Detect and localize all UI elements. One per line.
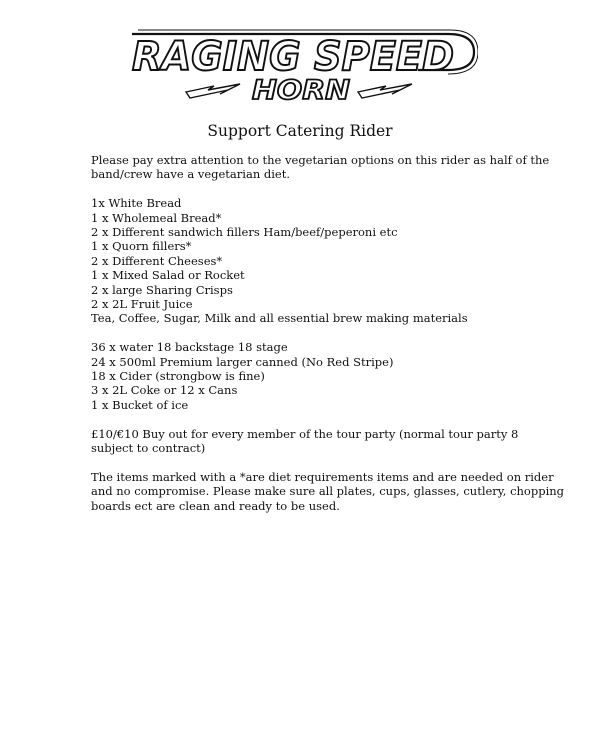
document-title: Support Catering Rider bbox=[207, 122, 393, 140]
lightning-bolt-left-icon bbox=[186, 84, 240, 98]
band-logo bbox=[118, 26, 478, 104]
intro-paragraph bbox=[91, 153, 550, 182]
lightning-bolt-right-icon bbox=[358, 84, 412, 98]
food-item: 2 x 2L Fruit Juice bbox=[91, 297, 193, 312]
buyout-line: subject to contract) bbox=[91, 441, 206, 456]
note-line: and no compromise. Please make sure all plates, cups, glasses, cutlery, chopping bbox=[91, 484, 565, 499]
drink-item: 36 x water 18 backstage 18 stage bbox=[91, 340, 288, 355]
food-item: 1x White Bread bbox=[91, 196, 182, 211]
drink-item: 18 x Cider (strongbow is fine) bbox=[91, 369, 265, 384]
drink-list bbox=[91, 340, 521, 412]
logo-line2: HORN bbox=[252, 75, 351, 104]
note-paragraph bbox=[91, 469, 565, 513]
food-item: Tea, Coffee, Sugar, Milk and all essential brew making materials bbox=[91, 311, 468, 326]
food-item: 1 x Wholemeal Bread* bbox=[91, 210, 222, 225]
buyout-line: £10/€10 Buy out for every member of the tour party (normal tour party 8 bbox=[91, 426, 519, 441]
note-line: boards ect are clean and ready to be used. bbox=[91, 498, 340, 513]
food-list bbox=[91, 196, 521, 326]
food-item: 1 x Quorn fillers* bbox=[91, 239, 192, 254]
band-logo-graphic bbox=[118, 26, 478, 104]
intro-line: Please pay extra attention to the vegetarian options on this rider as half of the bbox=[91, 153, 550, 167]
intro-line: band/crew have a vegetarian diet. bbox=[91, 167, 290, 182]
drink-item: 1 x Bucket of ice bbox=[91, 397, 189, 412]
logo-line1: RAGING SPEED bbox=[132, 34, 454, 80]
document-body bbox=[91, 153, 565, 527]
drink-item: 24 x 500ml Premium larger canned (No Red Stripe) bbox=[91, 354, 394, 369]
food-item: 2 x Different sandwich fillers Ham/beef/peperoni etc bbox=[91, 225, 398, 240]
buyout-paragraph bbox=[91, 427, 521, 456]
drink-item: 3 x 2L Coke or 12 x Cans bbox=[91, 383, 238, 398]
food-item: 1 x Mixed Salad or Rocket bbox=[91, 268, 245, 283]
food-item: 2 x large Sharing Crisps bbox=[91, 282, 233, 297]
note-line: The items marked with a *are diet requirements items and are needed on rider bbox=[91, 469, 554, 484]
food-item: 2 x Different Cheeses* bbox=[91, 253, 223, 268]
